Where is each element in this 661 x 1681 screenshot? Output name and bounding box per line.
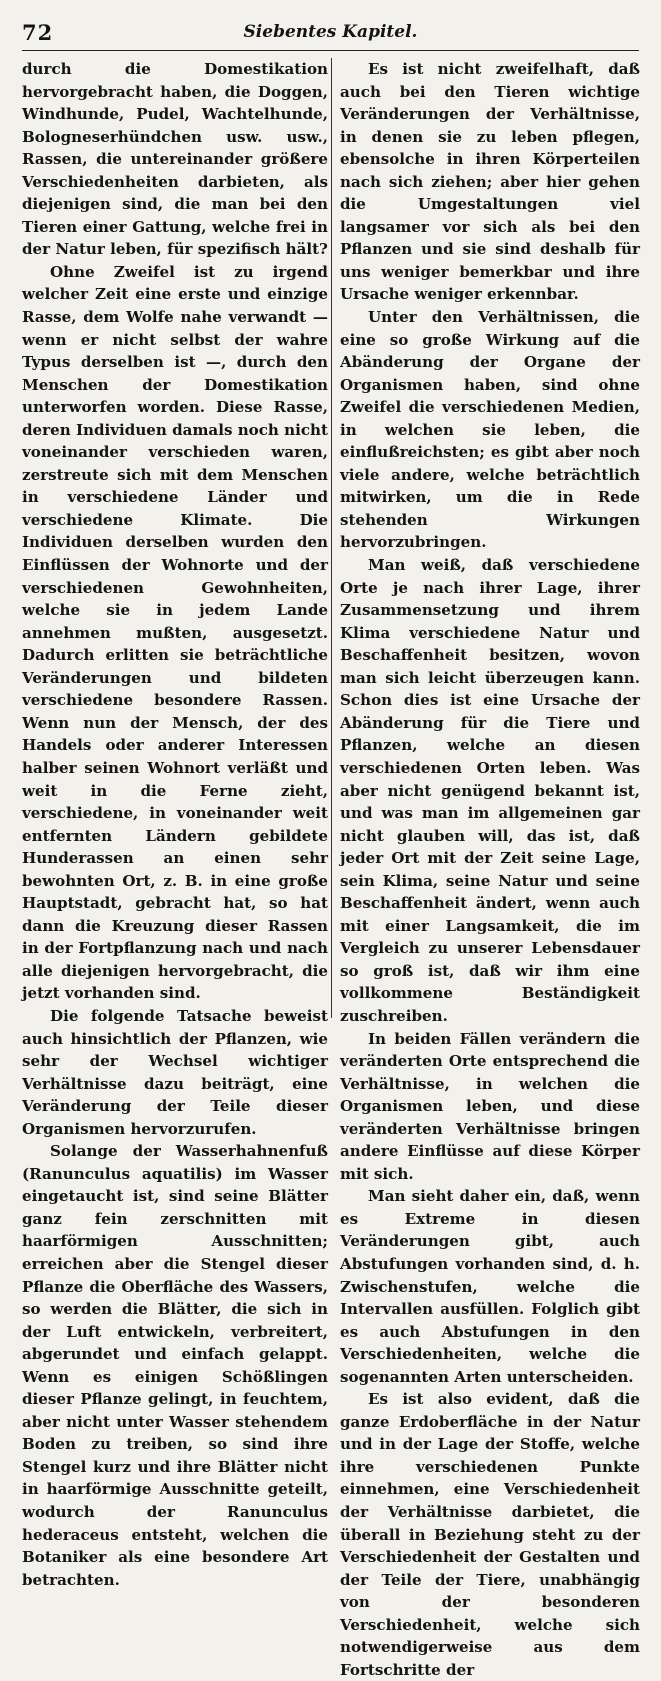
paragraph: Unter den Verhältnissen, die eine so große Wirkung auf die Abänderung der Organe der Organismen haben, sind ohne Zweifel die verschiedenen Medien, in welchen sie leben, die einflußreichsten; es gibt aber noch viele andere, welche beträchtlich mitwirken, um die in Rede stehenden Wirkungen hervorzubringen. <box>340 308 640 552</box>
paragraph: Man sieht daher ein, daß, wenn es Extreme in diesen Veränderungen gibt, auch Abstufungen vorhanden sind, d. h. Zwischenstufen, welche die Intervallen ausfüllen. Folglich gibt es auch Abstufungen in den Verschiedenheiten, welche die sogenannten Arten unterscheiden. <box>340 1187 640 1386</box>
left-column <box>22 58 328 1591</box>
right-column <box>340 58 640 1681</box>
paragraph: Die folgende Tatsache beweist auch hinsichtlich der Pflanzen, wie sehr der Wechsel wichtiger Verhältnisse dazu beiträgt, eine Veränderung der Teile dieser Organismen hervorzurufen. <box>22 1006 328 1138</box>
page-header <box>22 20 639 51</box>
column-divider <box>331 58 332 1018</box>
paragraph: durch die Domestikation hervorgebracht haben, die Doggen, Windhunde, Pudel, Wachtelhunde, Bologneserhündchen usw. usw., Rassen, die untereinander größere Verschiedenheiten darbieten, als diejenigen sind, die man bei den Tieren einer Gattung, welche frei in der Natur leben, für spezifisch hält? <box>22 60 328 259</box>
paragraph: Es ist also evident, daß die ganze Erdoberfläche in der Natur und in der Lage der Stoffe, welche ihre verschiedenen Punkte einnehmen, eine Verschiedenheit der Verhältnisse darbietet, die überall in Beziehung steht zu der Verschiedenheit der Gestalten und der Teile der Tiere, unabhängig von der besonderen Verschiedenheit, welche sich notwendigerweise aus dem Fortschritte der <box>340 1390 640 1679</box>
paragraph: Man weiß, daß verschiedene Orte je nach ihrer Lage, ihrer Zusammensetzung und ihrem Klima verschiedene Natur und Beschaffenheit besitzen, wovon man sich leicht überzeugen kann. Schon dies ist eine Ursache der Abänderung für die Tiere und Pflanzen, welche an diesen verschiedenen Orten leben. Was aber nicht genügend bekannt ist, und was man im allgemeinen gar nicht glauben will, das ist, daß jeder Ort mit der Zeit seine Lage, sein Klima, seine Natur und seine Beschaffenheit ändert, wenn auch mit einer Langsamkeit, die im Vergleich zu unserer Lebensdauer so groß ist, daß wir ihm eine vollkommene Beständigkeit zuschreiben. <box>340 556 640 1025</box>
paragraph: Ohne Zweifel ist zu irgend welcher Zeit eine erste und einzige Rasse, dem Wolfe nahe verwandt — wenn er nicht selbst der wahre Typus derselben ist —, durch den Menschen der Domestikation unterworfen worden. Diese Rasse, deren Individuen damals noch nicht voneinander verschieden waren, zerstreute sich mit dem Menschen in verschiedene Länder und verschiedene Klimate. Die Individuen derselben wurden den Einflüssen der Wohnorte und der verschiedenen Gewohnheiten, welche sie in jedem Lande annehmen mußten, ausgesetzt. Dadurch erlitten sie beträchtliche Veränderungen und bildeten verschiedene besondere Rassen. Wenn nun der Mensch, der des Handels oder anderer Interessen halber seinen Wohnort verläßt und weit in die Ferne zieht, verschiedene, in voneinander weit entfernten Ländern gebildete Hunderassen an einen sehr bewohnten Ort, z. B. in eine große Hauptstadt, gebracht hat, so hat dann die Kreuzung dieser Rassen in der Fortpflanzung nach und nach alle diejenigen hervorgebracht, die jetzt vorhanden sind. <box>22 262 329 1003</box>
running-head: Siebentes Kapitel. <box>243 22 418 42</box>
paragraph: Solange der Wasserhahnenfuß (Ranunculus aquatilis) im Wasser eingetaucht ist, sind seine Blätter ganz fein zerschnitten mit haarförmigen Ausschnitten; erreichen aber die Stengel dieser Pflanze die Oberfläche des Wassers, so werden die Blätter, die sich in der Luft entwickeln, verbreitert, abgerundet und einfach gelappt. Wenn es einigen Schößlingen dieser Pflanze gelingt, in feuchtem, aber nicht unter Wasser stehendem Boden zu treiben, so sind ihre Stengel kurz und ihre Blätter nicht in haarförmige Ausschnitte geteilt, wodurch der Ranunculus hederaceus entsteht, welchen die Botaniker als eine besondere Art betrachten. <box>22 1142 328 1589</box>
paragraph: Es ist nicht zweifelhaft, daß auch bei den Tieren wichtige Veränderungen der Verhältnisse, in denen sie zu leben pflegen, ebensolche in ihren Körperteilen nach sich ziehen; aber hier gehen die Umgestaltungen viel langsamer vor sich als bei den Pflanzen und sie sind deshalb für uns weniger bemerkbar und ihre Ursache weniger erkennbar. <box>340 60 640 304</box>
page-number: 72 <box>22 20 54 45</box>
paragraph: In beiden Fällen verändern die veränderten Orte entsprechend die Verhältnisse, in welchen die Organismen leben, und diese veränderten Verhältnisse bringen andere Einflüsse auf diese Körper mit sich. <box>340 1029 640 1183</box>
